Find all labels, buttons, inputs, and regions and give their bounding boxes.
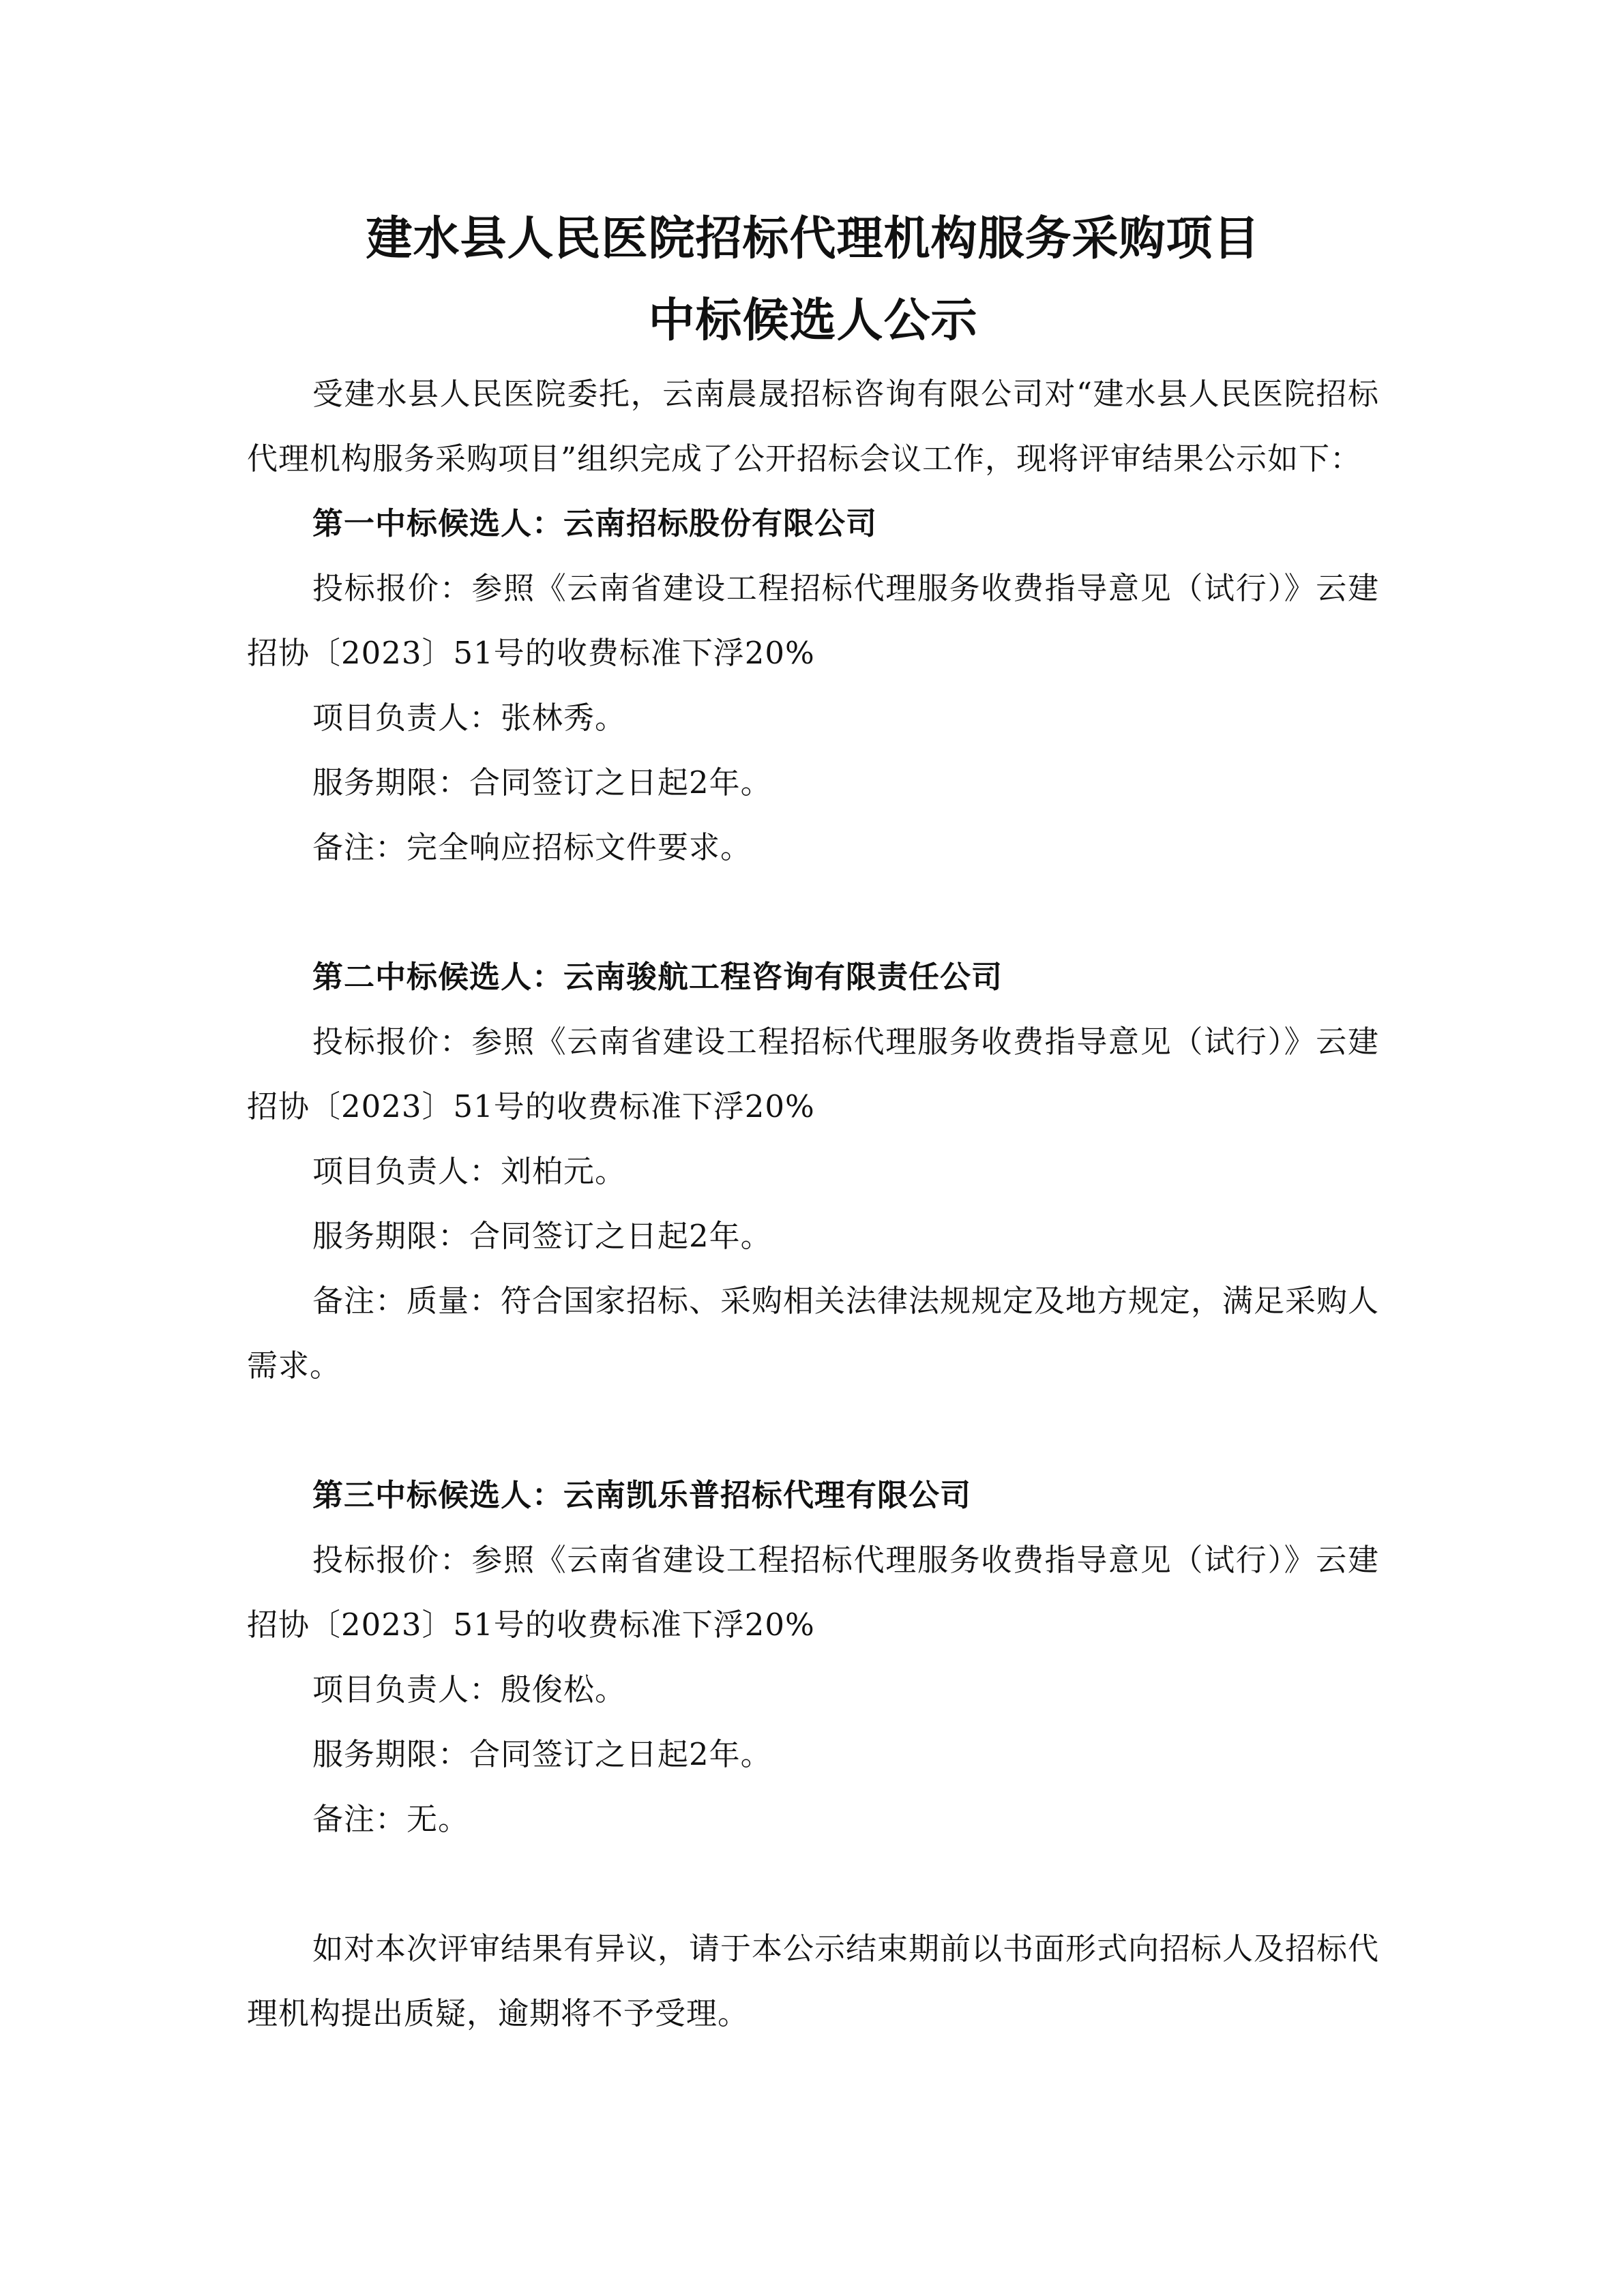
candidate-heading: 第二中标候选人：云南骏航工程咨询有限责任公司	[312, 959, 1003, 995]
candidate-period: 服务期限：合同签订之日起2年。	[312, 764, 772, 801]
section-spacer	[247, 880, 1379, 944]
document-page	[247, 198, 1379, 2046]
candidate-section-1	[247, 491, 1379, 880]
candidate-heading: 第三中标候选人：云南凯乐普招标代理有限公司	[312, 1477, 972, 1513]
closing-paragraph: 如对本次评审结果有异议，请于本公示结束期前以书面形式向招标人及招标代理机构提出质疑，逾期将不予受理。	[247, 1930, 1380, 2031]
candidate-heading: 第一中标候选人：云南招标股份有限公司	[312, 505, 878, 541]
candidate-manager: 项目负责人：刘柏元。	[312, 1153, 627, 1189]
candidate-price: 投标报价：参照《云南省建设工程招标代理服务收费指导意见（试行）》云建招协〔2023〕51号的收费标准下浮20%	[247, 1542, 1379, 1643]
candidate-period: 服务期限：合同签订之日起2年。	[312, 1736, 772, 1772]
document-title: 建水县人民医院招标代理机构服务采购项目	[366, 211, 1260, 266]
candidate-remark: 备注：无。	[312, 1801, 470, 1837]
document-subtitle: 中标候选人公示	[648, 293, 978, 348]
candidate-price: 投标报价：参照《云南省建设工程招标代理服务收费指导意见（试行）》云建招协〔2023〕51号的收费标准下浮20%	[247, 1024, 1379, 1124]
candidate-remark: 备注：质量：符合国家招标、采购相关法律法规规定及地方规定，满足采购人需求。	[247, 1283, 1380, 1384]
candidate-price: 投标报价：参照《云南省建设工程招标代理服务收费指导意见（试行）》云建招协〔2023〕51号的收费标准下浮20%	[247, 570, 1379, 671]
candidate-manager: 项目负责人：殷俊松。	[312, 1671, 627, 1708]
candidate-remark: 备注：完全响应招标文件要求。	[312, 829, 752, 865]
section-spacer	[247, 1398, 1379, 1463]
intro-paragraph: 受建水县人民医院委托，云南晨晟招标咨询有限公司对“建水县人民医院招标代理机构服务采购项目”组织完成了公开招标会议工作，现将评审结果公示如下：	[247, 376, 1379, 477]
section-spacer	[247, 1851, 1379, 1916]
candidate-section-3	[247, 1463, 1379, 1851]
candidate-section-2	[247, 944, 1379, 1398]
candidate-period: 服务期限：合同签订之日起2年。	[312, 1218, 772, 1254]
candidate-manager: 项目负责人：张林秀。	[312, 700, 627, 736]
